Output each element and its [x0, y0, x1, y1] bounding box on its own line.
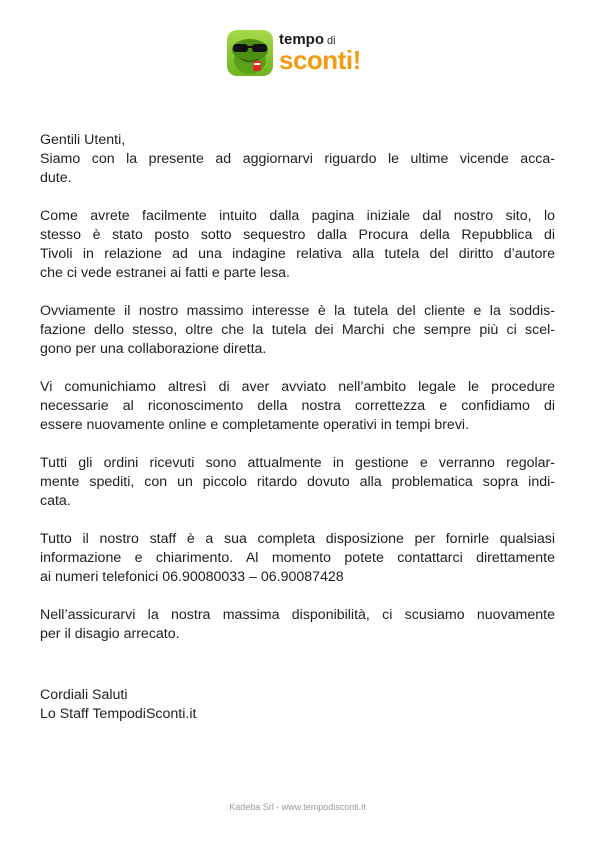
logo — [227, 30, 377, 78]
text-line: informazione e chiarimento. Al momento potete contattarci direttamente — [40, 550, 555, 566]
paragraph — [40, 302, 555, 359]
closing — [40, 686, 196, 724]
text-line: Tutto il nostro staff è a sua completa disposizione per fornirle qualsiasi — [40, 531, 555, 547]
text-line: essere nuovamente online e completamente operativi in tempi brevi. — [40, 417, 470, 433]
text-line: Siamo con la presente ad aggiornarvi riguardo le ultime vicende acca- — [40, 151, 555, 167]
text-line: gono per una collaborazione diretta. — [40, 341, 267, 357]
logo-text-sconti: sconti! — [279, 45, 361, 75]
closing-signature: Lo Staff TempodiSconti.it — [40, 706, 197, 722]
paragraph — [40, 378, 555, 435]
text-line: mente spediti, con un piccolo ritardo dovuto alla problematica sopra indi- — [40, 474, 555, 490]
text-line: Ovviamente il nostro massimo interesse è la tutela del cliente e la soddis- — [40, 303, 555, 319]
text-line: stesso è stato posto sotto sequestro dalla Procura della Repubblica di — [40, 227, 555, 243]
text-line: dute. — [40, 170, 72, 186]
text-line: Tivoli in relazione ad una indagine relativa alla tutela del diritto d’autore — [40, 246, 555, 262]
frog-mascot-icon — [227, 30, 273, 76]
text-line: ai numeri telefonici 06.90080033 – 06.90087428 — [40, 569, 344, 585]
text-line: fazione dello stesso, oltre che la tutela dei Marchi che sempre più ci scel- — [40, 322, 555, 338]
text-line: cata. — [40, 493, 71, 509]
text-line: necessarie al riconoscimento della nostra correttezza e confidiamo di — [40, 398, 555, 414]
greeting-line: Gentili Utenti, — [40, 132, 126, 148]
footer-company-info: Kadeba Srl - www.tempodisconti.it — [229, 802, 366, 812]
paragraph — [40, 606, 555, 644]
logo-text-tempo: tempo di — [279, 31, 336, 48]
text-line: Tutti gli ordini ricevuti sono attualmente in gestione e verranno regolar- — [40, 455, 555, 471]
letter-body — [40, 131, 555, 663]
paragraph-greeting — [40, 131, 555, 188]
text-line: che ci vede estranei ai fatti e parte lesa. — [40, 265, 290, 281]
paragraph — [40, 530, 555, 587]
text-line: Vi comunichiamo altresì di aver avviato nell’ambito legale le procedure — [40, 379, 555, 395]
closing-salutation: Cordiali Saluti — [40, 687, 128, 703]
text-line: Come avrete facilmente intuito dalla pagina iniziale dal nostro sito, lo — [40, 208, 555, 224]
text-line: Nell’assicurarvi la nostra massima disponibilità, ci scusiamo nuovamente — [40, 607, 555, 623]
paragraph — [40, 454, 555, 511]
text-line: per il disagio arrecato. — [40, 626, 180, 642]
logo-text-di: di — [327, 35, 336, 47]
paragraph — [40, 207, 555, 283]
